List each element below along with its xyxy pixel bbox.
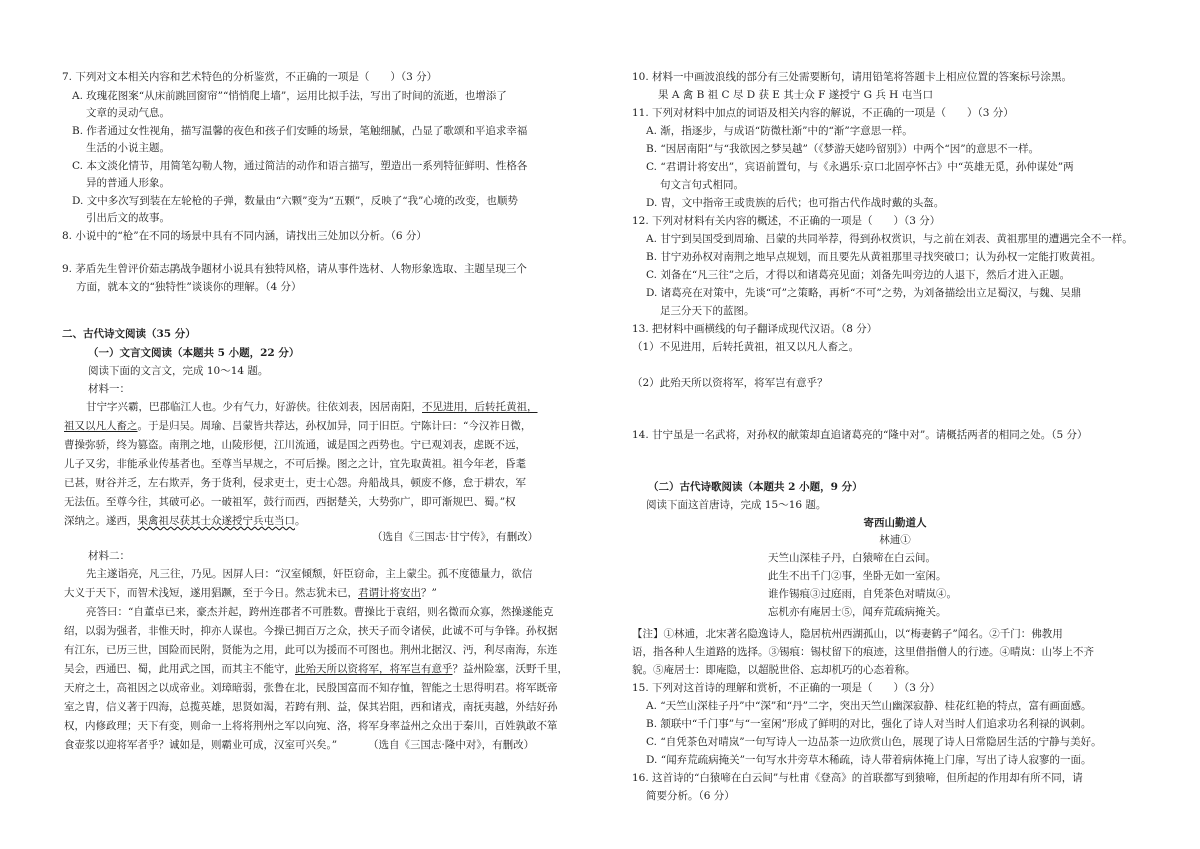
q10-options: 果 A 禽 B 祖 C 尽 D 获 E 其士众 F 遂授宁 G 兵 H 屯当口 <box>658 89 934 101</box>
underlined-sentence-part1: 不见进用，后转托黄祖， <box>422 401 538 413</box>
q8: 8. 小说中的“枪”在不同的场景中具有不同内涵，请找出三处加以分析。（6 分） <box>62 230 427 242</box>
q13-stem: 13. 把材料中画横线的句子翻译成现代汉语。（8 分） <box>632 323 878 335</box>
q13-sentence-2: （2）此殆天所以资将军，将军岂有意乎？ <box>632 377 828 389</box>
q7-option-c: C. 本文淡化情节，用简笔勾勒人物，通过简洁的动作和语言描写，塑造出一系列特征鲜明、性格各 <box>72 160 528 172</box>
q15-option-a: A. “天竺山深桂子丹”中“深”和“丹”二字，突出天竺山幽深寂静、桂花红艳的特点，富有画面感。 <box>646 700 1092 712</box>
q7-option-b-cont: 生活的小说主题。 <box>86 142 170 154</box>
poem-line-3: 谁作锡痕③过庭雨，自凭茶色对晴岚④。 <box>768 588 957 600</box>
right-column <box>600 0 1200 849</box>
q9-cont: 方面，就本文的“独特性”谈谈你的理解。（4 分） <box>76 281 302 293</box>
subsection-2-title: （二）古代诗歌阅读（本题共 2 小题，9 分） <box>648 481 863 493</box>
q16-cont: 简要分析。（6 分） <box>646 790 735 802</box>
section-2-title: 二、古代诗文阅读（35 分） <box>62 328 196 340</box>
q11-option-d: D. 胄，文中指帝王或贵族的后代；也可指古代作战时戴的头盔。 <box>646 197 945 209</box>
q10: 10. 材料一中画波浪线的部分有三处需要断句，请用铅笔将答题卡上相应位置的答案标号涂黑。 <box>632 71 1073 83</box>
poem-line-1: 天竺山深桂子丹，白猿啼在白云间。 <box>768 552 936 564</box>
q15-option-b: B. 颔联中“千门事”与“一室闲”形成了鲜明的对比，强化了诗人对当时人们追求功名利禄的讽刺。 <box>646 718 1092 730</box>
underlined-sentence-2: 此殆天所以资将军，将军岂有意乎 <box>295 663 453 675</box>
q15-option-d: D. “闻弃荒疏病掩关”一句写水井旁草木稀疏，诗人带着病体掩上门扉，写出了诗人寂寥的一面。 <box>646 754 1092 766</box>
wavy-underlined-sentence: 果禽祖尽获其士众遂授宁兵屯当口 <box>137 515 295 527</box>
poem-line-4: 忘机亦有庵居士⑤，闻弃荒疏病掩关。 <box>768 606 947 618</box>
q11-option-c-cont: 句文言句式相同。 <box>660 179 744 191</box>
q11-option-c: C. “君谓计将安出”，宾语前置句，与《永遇乐·京口北固亭怀古》中“英雄无觅，孙仲谋处”两 <box>646 161 1074 173</box>
q12-option-d-cont: 足三分天下的蓝图。 <box>660 305 755 317</box>
q14: 14. 甘宁虽是一名武将，对孙权的献策却直追诸葛亮的“隆中对”。请概括两者的相同之处。（5 分） <box>632 429 1088 441</box>
q11-option-a: A. 渐，指逐步，与成语“防微杜渐”中的“渐”字意思一样。 <box>646 125 913 137</box>
q15-stem: 15. 下列对这首诗的理解和赏析，不正确的一项是（ ）（3 分） <box>632 682 941 694</box>
q12-option-b: B. 甘宁劝孙权对南荆之地早点规划，而且要先从黄祖那里寻找突破口；认为孙权一定能打败黄祖。 <box>646 251 1102 263</box>
q9: 9. 茅盾先生曾评价茹志鹃战争题材小说具有独特风格，请从事件选材、人物形象选取、主题呈现三个 <box>62 263 527 275</box>
left-column: 7. 下列对文本相关内容和艺术特色的分析鉴赏，不正确的一项是（ ）（3 分） A. 玫瑰花图案“从床前跳回窗帘”“悄悄爬上墙”，运用比拟手法，写出了时间的流逝，也增添了 文章的灵动气息。 B. 作者通过女性视角，描写温馨的夜色和孩子们安睡的场景，笔触细腻，凸显了歌颂和平追求幸福 生活的小说主题。 C. 本文淡化情节，用简笔勾勒人物，通过简洁的动作和语言描写，塑造出一系列特征鲜明、性格各 异的普通人形象。 D. 文中多次写到装在左轮枪的子弹，数量由“六颗”变为“五颗”，反映了“我”心境的改变，也顺势 引出后文的故事。 8. 小说中的“枪”在不同的场景中具有不同内涵，请找出三处加以分析。（6 分） 9. 茅盾先生曾评价茹志鹃战争题材小说具有独特风格，请从事件选材、人物形象选取、主题呈现三个 方面，就本文的“独特性”谈谈你的理解。（4 分） 二、古代诗文阅读（35 分） （一）文言文阅读（本题共 5 小题，22 分） 阅读下面的文言文，完成 10～14 题。 材料一： 甘宁字兴霸，巴郡临江人也。少有气力，好游侠。往依刘表，因居南阳，不见进用，后转托黄祖， 祖又以凡人畜之。于是归吴。周瑜、吕蒙皆共荐达，孙权加异，同于旧臣。宁陈计曰：“今汉祚日微， 曹操弥骄，终为篡盗。南荆之地，山陵形便，江川流通，诚是国之西势也。宁已观刘表，虑既不远， 儿子又劣，非能承业传基者也。至尊当早规之，不可后操。图之之计，宜先取黄祖。祖今年老，昏耄 已甚，财谷并乏，左右欺弄，务于货利，侵求吏士，吏士心怨。舟船战具，顿废不修，怠于耕农，军 无法伍。至尊今往，其破可必。一破祖军，鼓行而西，西据楚关，大势弥广，即可渐规巴、蜀。”权 深纳之。遂西，果禽祖尽获其士众遂授宁兵屯当口。 （选自《三国志·甘宁传》，有删改） 材料二： 先主遂诣亮，凡三往，乃见。因屏人曰：“汉室倾颓，奸臣窃命，主上蒙尘。孤不度德量力，欲信 大义于天下，而智术浅短，遂用猖蹶，至于今日。然志犹未已，君谓计将安出？” 亮答曰：“自董卓已来，豪杰并起，跨州连郡者不可胜数。曹操比于袁绍，则名微而众寡，然操遂能克 绍，以弱为强者，非惟天时，抑亦人谋也。今操已拥百万之众，挟天子而令诸侯，此诚不可与争锋。孙权据 有江东，已历三世，国险而民附，贤能为之用，此可以为援而不可图也。荆州北据汉、沔，利尽南海，东连 吴会，西通巴、蜀，此用武之国，而其主不能守，此殆天所以资将军，将军岂有意乎？益州险塞，沃野千里， 天府之土，高祖因之以成帝业。刘璋暗弱，张鲁在北，民殷国富而不知存恤，智能之士思得明君。将军既帝 室之胄，信义著于四海，总揽英雄，思贤如渴，若跨有荆、益，保其岩阻，西和诸戎，南抚夷越，外结好孙 权，内修政理；天下有变，则命一上将将荆州之军以向宛、洛，将军身率益州之众出于秦川，百姓孰敢不箪 食壶浆以迎将军者乎？诚如是，则霸业可成，汉室可兴矣。” （选自《三国志·隆中对》，有删改） <box>62 71 568 751</box>
q7-option-a-cont: 文章的灵动气息。 <box>86 107 170 119</box>
underlined-question: 君谓计将安出 <box>358 587 421 599</box>
poem-note-2: 语，指各种人生道路的选择。③锡痕：锡杖留下的痕迹，这里借指僧人的行迹。④晴岚：山岑上不齐 <box>632 646 1094 658</box>
q12-stem: 12. 下列对材料有关内容的概述，不正确的一项是（ ）（3 分） <box>632 215 941 227</box>
q7-stem: 7. 下列对文本相关内容和艺术特色的分析鉴赏，不正确的一项是（ ）（3 分） <box>62 71 438 83</box>
q11-stem: 11. 下列对材料中加点的词语及相关内容的解说，不正确的一项是（ ）（3 分） <box>632 107 1014 119</box>
q7-option-c-cont: 异的普通人形象。 <box>86 177 170 189</box>
subsection-2-intro: 阅读下面这首唐诗，完成 15～16 题。 <box>646 499 827 511</box>
subsection-1-intro: 阅读下面的文言文，完成 10～14 题。 <box>88 365 269 377</box>
q7-option-d: D. 文中多次写到装在左轮枪的子弹，数量由“六颗”变为“五颗”，反映了“我”心境的改变，也顺势 <box>72 195 518 207</box>
poem-title: 寄西山勤道人 <box>863 517 927 529</box>
q7-option-a: A. 玫瑰花图案“从床前跳回窗帘”“悄悄爬上墙”，运用比拟手法，写出了时间的流逝，也增添了 <box>72 90 507 102</box>
poem-line-2: 此生不出千门②事，坐卧无如一室闲。 <box>768 570 947 582</box>
material-2-source: （选自《三国志·隆中对》，有删改） <box>368 739 535 751</box>
q11-option-b: B. “因居南阳”与“我欲因之梦吴越”（《梦游天姥吟留别》）中两个“因”的意思不一样。 <box>646 143 1040 155</box>
q15-option-c: C. “自凭茶色对晴岚”一句写诗人一边品茶一边欣赏山色，展现了诗人日常隐居生活的宁静与美好。 <box>646 736 1102 748</box>
material-1-label: 材料一： <box>88 383 130 395</box>
poem-note-3: 貌。⑤庵居士：即庵隐，以超脱世俗、忘却机巧的心态着称。 <box>632 664 916 676</box>
q12-option-d: D. 诸葛亮在对策中，先谈“可”之策略，再析“不可”之势，为刘备描绘出立足蜀汉，与魏、吴鼎 <box>646 287 1082 299</box>
material-2-label: 材料二： <box>88 550 130 562</box>
poem-author: 林逋① <box>879 534 911 546</box>
q13-sentence-1: （1）不见进用，后转托黄祖，祖又以凡人畜之。 <box>632 341 860 353</box>
q16: 16. 这首诗的“白猿啼在白云间”与杜甫《登高》的首联都写到猿啼，但所起的作用却有所不同，请 <box>632 772 1083 784</box>
underlined-sentence-part2: 祖又以凡人畜之 <box>64 420 138 432</box>
subsection-1-title: （一）文言文阅读（本题共 5 小题，22 分） <box>88 347 300 359</box>
q12-option-c: C. 刘备在“凡三往”之后，才得以和诸葛亮见面；刘备先叫旁边的人退下，然后才进入正题。 <box>646 269 1071 281</box>
material-1-source: （选自《三国志·甘宁传》，有删改） <box>372 531 539 543</box>
q7-option-b: B. 作者通过女性视角，描写温馨的夜色和孩子们安睡的场景，笔触细腻，凸显了歌颂和平追求幸福 <box>72 125 528 137</box>
poem-note-1: 【注】①林逋，北宋著名隐逸诗人，隐居杭州西湖孤山，以“梅妻鹤子”闻名。②千门：佛教用 <box>632 628 1063 640</box>
q12-option-a: A. 甘宁到吴国受到周瑜、吕蒙的共同举荐，得到孙权赏识，与之前在刘表、黄祖那里的遭遇完全不一样。 <box>646 233 1133 245</box>
q7-option-d-cont: 引出后文的故事。 <box>86 212 170 224</box>
